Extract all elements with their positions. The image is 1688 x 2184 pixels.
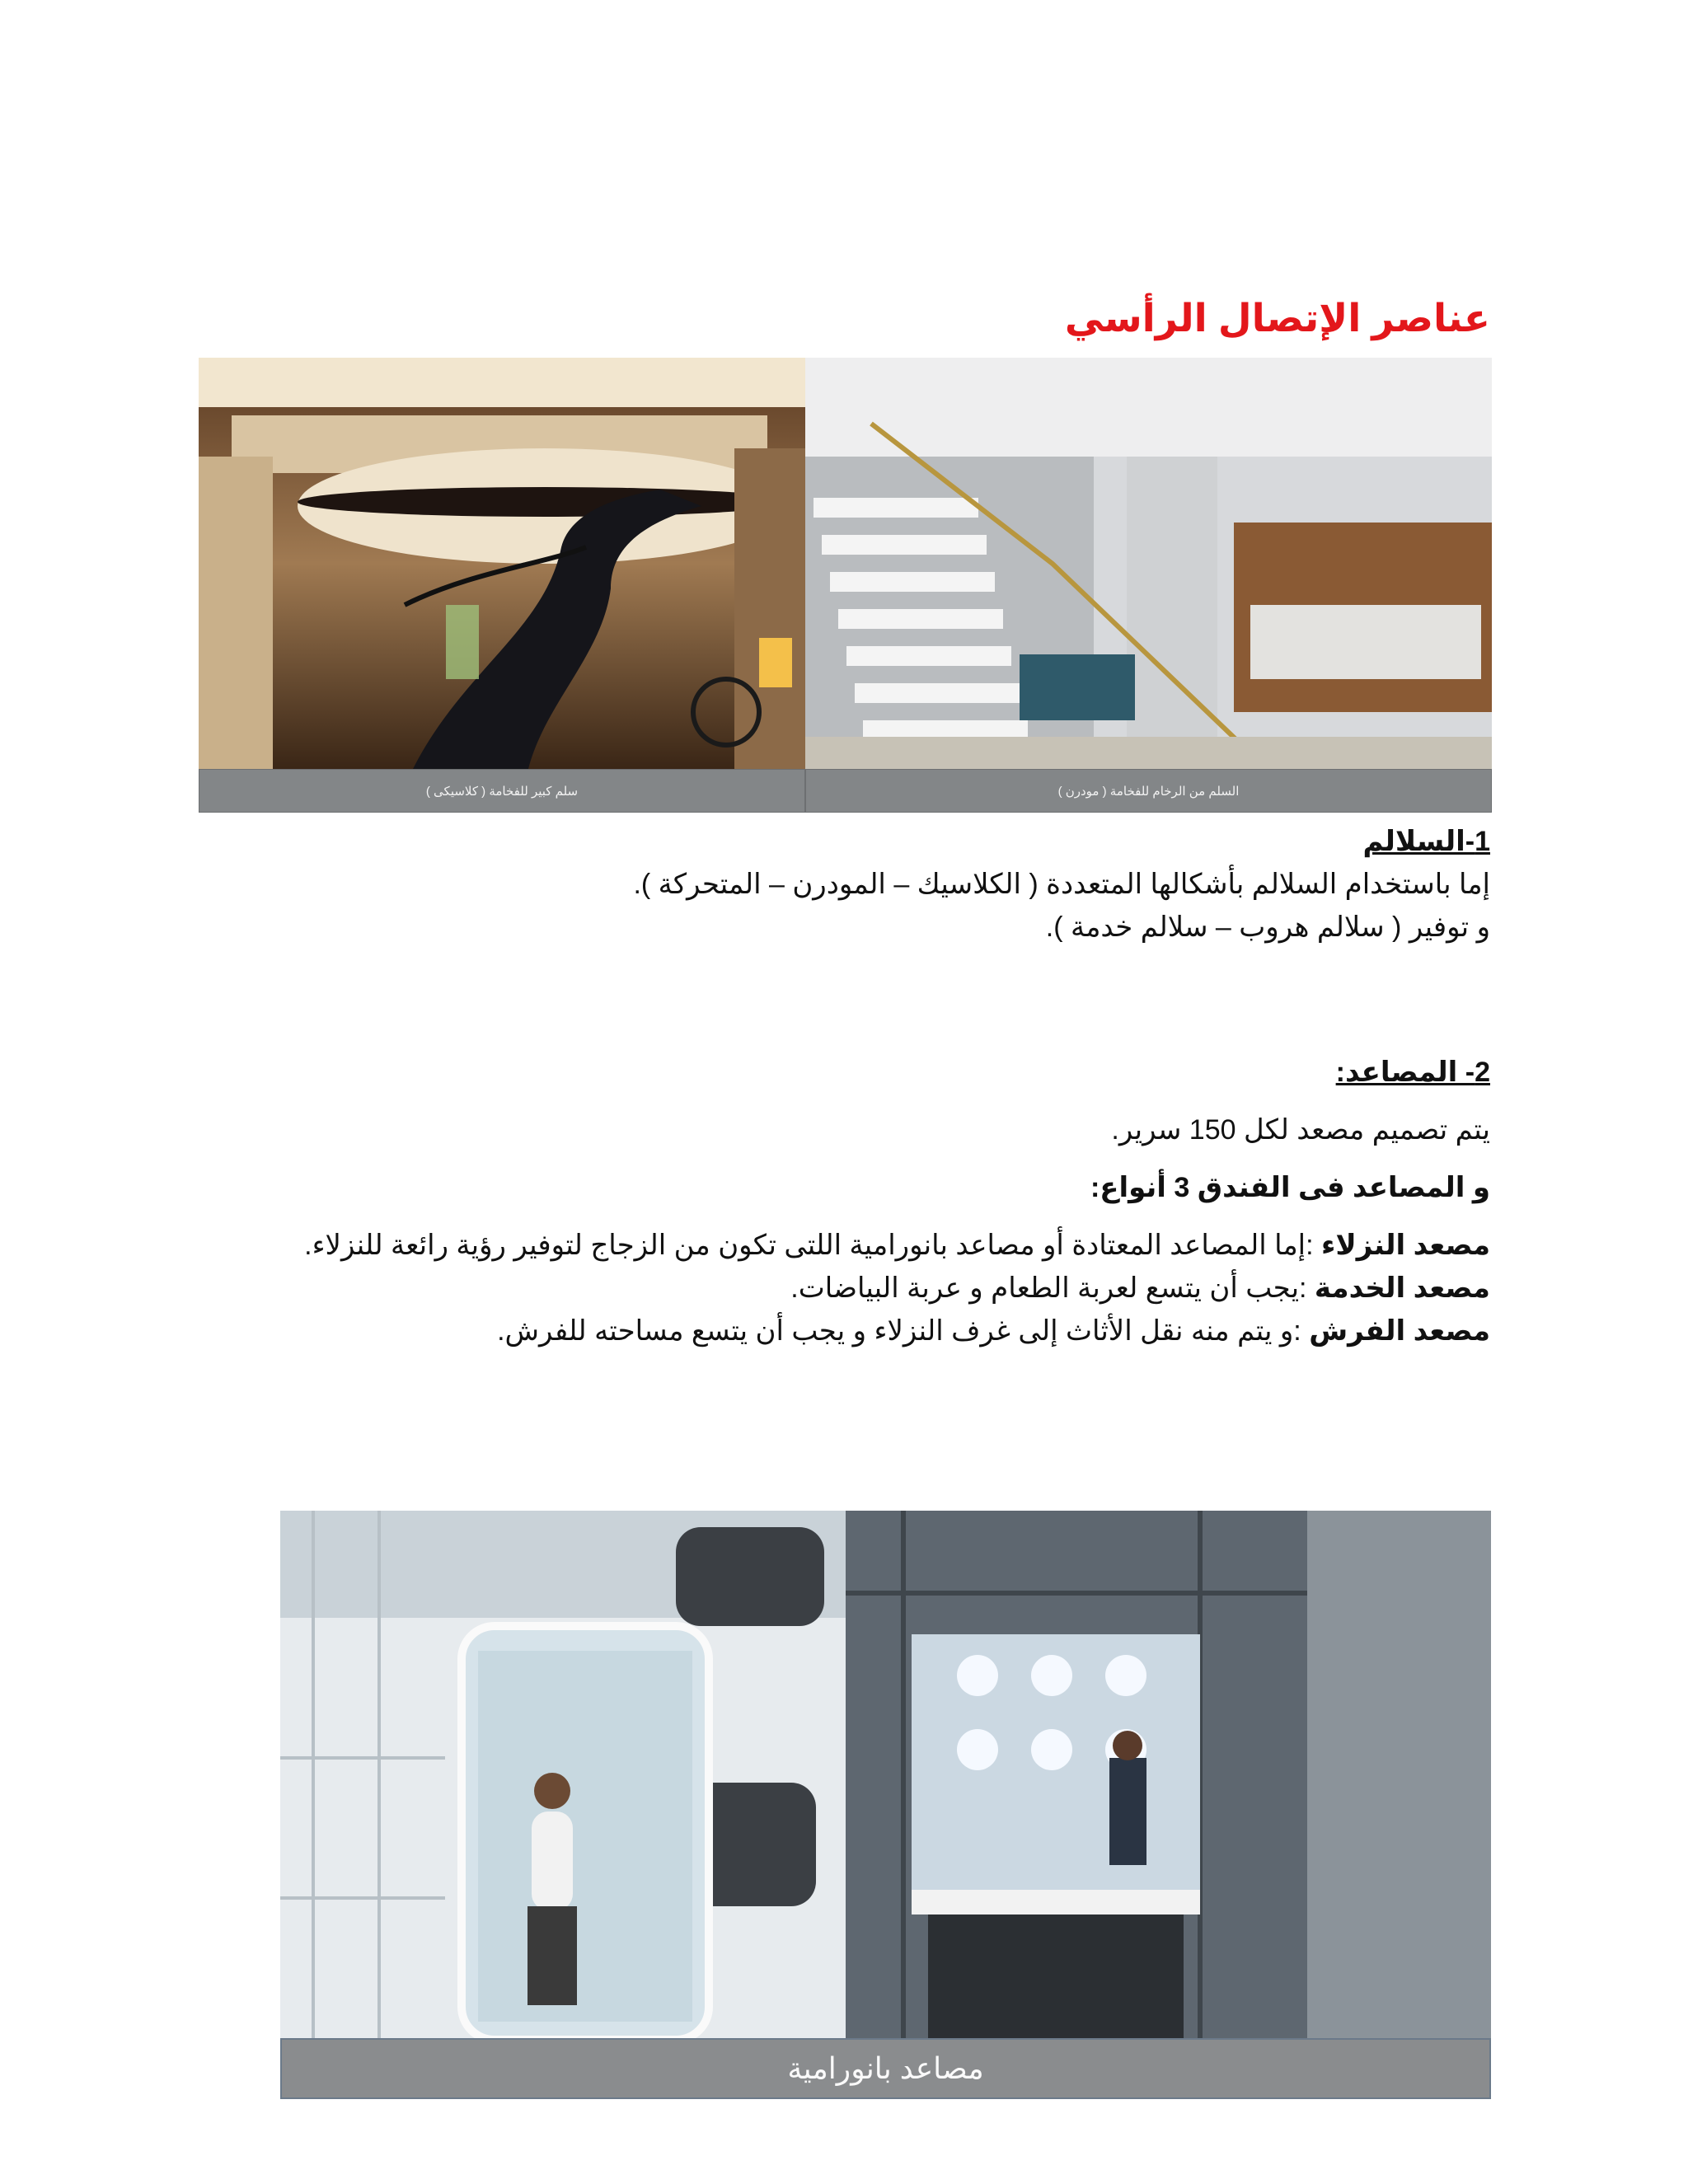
modern-marble-staircase-photo [805,358,1492,769]
page-title: عناصر الإتصال الرأسي [1064,296,1490,340]
elevators-heading: 2- المصاعد: [1335,1057,1490,1088]
panoramic-elevator-photo-left [280,1511,846,2040]
document-body [192,820,1490,1352]
elevator-design-rule: يتم تصميم مصعد لكل 150 سرير. [1111,1114,1490,1146]
elevator-type-service [192,1267,1490,1310]
stairs-text-line-2: و توفير ( سلالم هروب – سلالم خدمة ). [1045,912,1490,943]
stairs-heading: 1-السلالم [1362,826,1490,857]
panoramic-elevators-caption: مصاعد بانورامية [280,2038,1491,2099]
elevator-type-guests [192,1224,1490,1267]
stairs-photo-figure [199,358,1492,813]
elevator-type-name: مصعد الخدمة [1314,1272,1490,1304]
elevator-types-heading: و المصاعد فى الفندق 3 أنواع: [1090,1172,1490,1203]
panoramic-elevator-photo-right [846,1511,1491,2040]
stairs-text-line-1: إما باستخدام السلالم بأشكالها المتعددة ( الكلاسيك – المودرن – المتحركة ). [633,869,1490,900]
modern-staircase-caption: السلم من الرخام للفخامة ( مودرن ) [805,769,1492,813]
classic-staircase-caption: سلم كبير للفخامة ( كلاسيكى ) [199,769,805,813]
elevator-type-description: :و يتم منه نقل الأثاث إلى غرف النزلاء و يجب أن يتسع مساحته للفرش. [497,1315,1310,1347]
elevator-type-name: مصعد النزلاء [1321,1230,1490,1261]
elevator-type-description: :يجب أن يتسع لعربة الطعام و عربة البياضات. [790,1272,1315,1304]
elevator-type-name: مصعد الفرش [1309,1315,1490,1347]
elevator-type-furniture [192,1310,1490,1352]
panoramic-elevators-figure [280,1511,1491,2099]
classic-staircase-photo [199,358,805,769]
elevator-type-description: :إما المصاعد المعتادة أو مصاعد بانورامية اللتى تكون من الزجاج لتوفير رؤية رائعة للنزلاء. [304,1230,1322,1261]
